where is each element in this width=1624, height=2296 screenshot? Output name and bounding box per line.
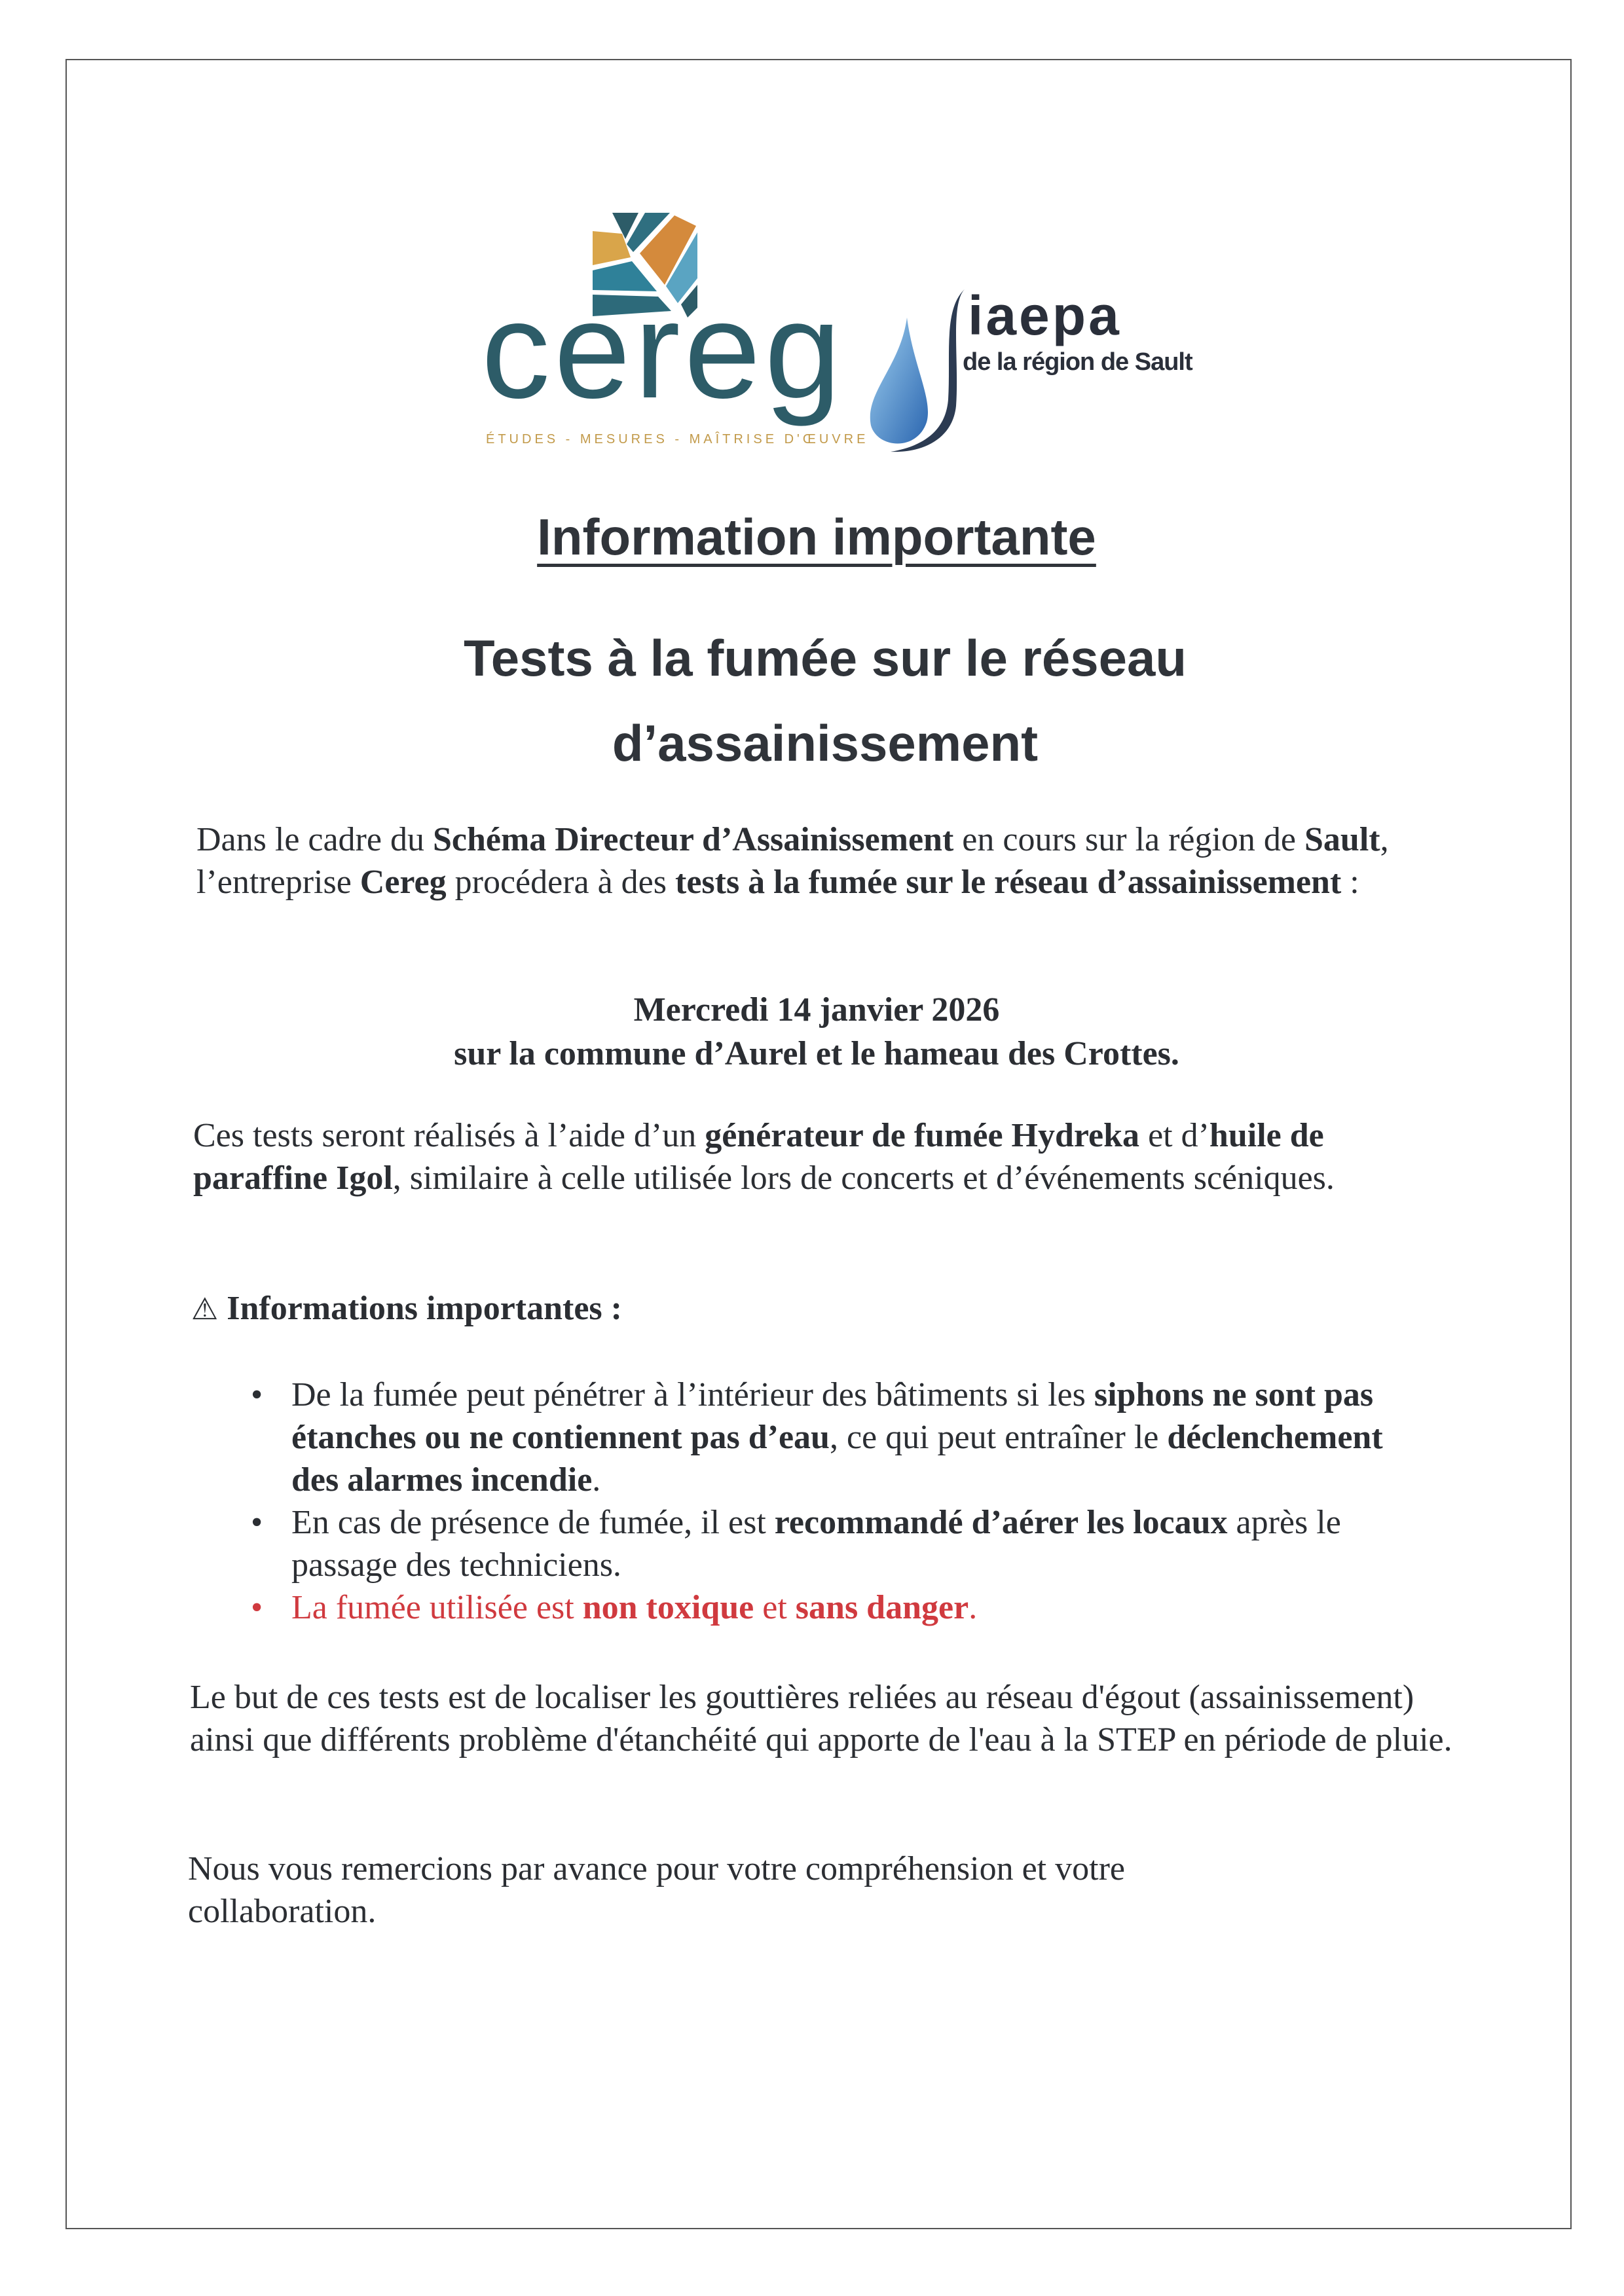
bold-text-run: générateur de fumée Hydreka bbox=[705, 1117, 1140, 1154]
siaepa-logo-text: iaepa bbox=[968, 285, 1122, 346]
text-run: En cas de présence de fumée, il est bbox=[291, 1504, 775, 1541]
bold-text-run: sans danger bbox=[795, 1589, 969, 1626]
list-item bbox=[251, 1374, 1437, 1501]
bullet-icon: • bbox=[251, 1376, 263, 1413]
bold-text-run: huile de paraffine Igol bbox=[193, 1117, 1324, 1197]
text-run: , similaire à celle utilisée lors de concerts et d’événements scéniques. bbox=[392, 1159, 1335, 1197]
warning-heading-text: Informations importantes : bbox=[227, 1290, 622, 1327]
bold-text-run: Sault bbox=[1304, 821, 1380, 858]
warning-heading bbox=[191, 1287, 622, 1330]
event-location: sur la commune d’Aurel et le hameau des Crottes. bbox=[454, 1035, 1179, 1072]
bold-text-run: non toxique bbox=[582, 1589, 754, 1626]
text-run: en cours sur la région de bbox=[953, 821, 1305, 858]
text-run: : bbox=[1341, 864, 1359, 901]
cereg-tagline: ÉTUDES - MESURES - MAÎTRISE D'ŒUVRE bbox=[486, 432, 869, 446]
text-run: Dans le cadre du bbox=[196, 821, 433, 858]
bold-text-run: déclenchement des alarmes incendie bbox=[291, 1419, 1383, 1499]
text-run: La fumée utilisée est bbox=[291, 1589, 583, 1626]
cereg-logo-text: cereg bbox=[481, 273, 845, 427]
page-title: Information importante bbox=[537, 508, 1096, 566]
text-run: , l’entreprise bbox=[196, 821, 1389, 901]
bold-text-run: Schéma Directeur d’Assainissement bbox=[432, 821, 954, 858]
text-run: . bbox=[969, 1589, 978, 1626]
important-info-list bbox=[251, 1374, 1437, 1629]
text-run: et d’ bbox=[1139, 1117, 1209, 1154]
page-subtitle: Tests à la fumée sur le réseau d’assainissement bbox=[463, 629, 1187, 772]
text-run: . bbox=[592, 1461, 601, 1499]
warning-icon: ⚠ bbox=[191, 1291, 219, 1326]
list-item bbox=[251, 1501, 1437, 1586]
closing-paragraph: Nous vous remercions par avance pour votre compréhension et votre collaboration. bbox=[188, 1850, 1125, 1930]
bullet-icon: • bbox=[251, 1504, 263, 1541]
bullet-icon: • bbox=[251, 1589, 263, 1626]
bold-text-run: tests à la fumée sur le réseau d’assainissement bbox=[675, 864, 1342, 901]
bold-text-run: recommandé d’aérer les locaux bbox=[774, 1504, 1228, 1541]
text-run: De la fumée peut pénétrer à l’intérieur des bâtiments si les bbox=[291, 1376, 1094, 1413]
bold-text-run: Cereg bbox=[360, 864, 447, 901]
intro-paragraph bbox=[196, 818, 1447, 903]
text-run: Ces tests seront réalisés à l’aide d’un bbox=[193, 1117, 705, 1154]
purpose-paragraph: Le but de ces tests est de localiser les gouttières reliées au réseau d'égout (assainissement) ainsi que différents problème d'étanchéité qui apporte de l'eau à la STEP en période de pluie. bbox=[190, 1679, 1452, 1758]
event-date: Mercredi 14 janvier 2026 bbox=[633, 991, 1000, 1029]
text-run: , ce qui peut entraîner le bbox=[829, 1419, 1168, 1456]
bold-text-run: siphons ne sont pas étanches ou ne contiennent pas d’eau bbox=[291, 1376, 1374, 1456]
text-run: et bbox=[754, 1589, 796, 1626]
list-item bbox=[251, 1586, 1437, 1629]
text-run: procédera à des bbox=[446, 864, 675, 901]
text-run: après le passage des techniciens. bbox=[291, 1504, 1341, 1584]
siaepa-logo-subtitle: de la région de Sault bbox=[963, 348, 1192, 376]
method-paragraph bbox=[193, 1114, 1444, 1199]
